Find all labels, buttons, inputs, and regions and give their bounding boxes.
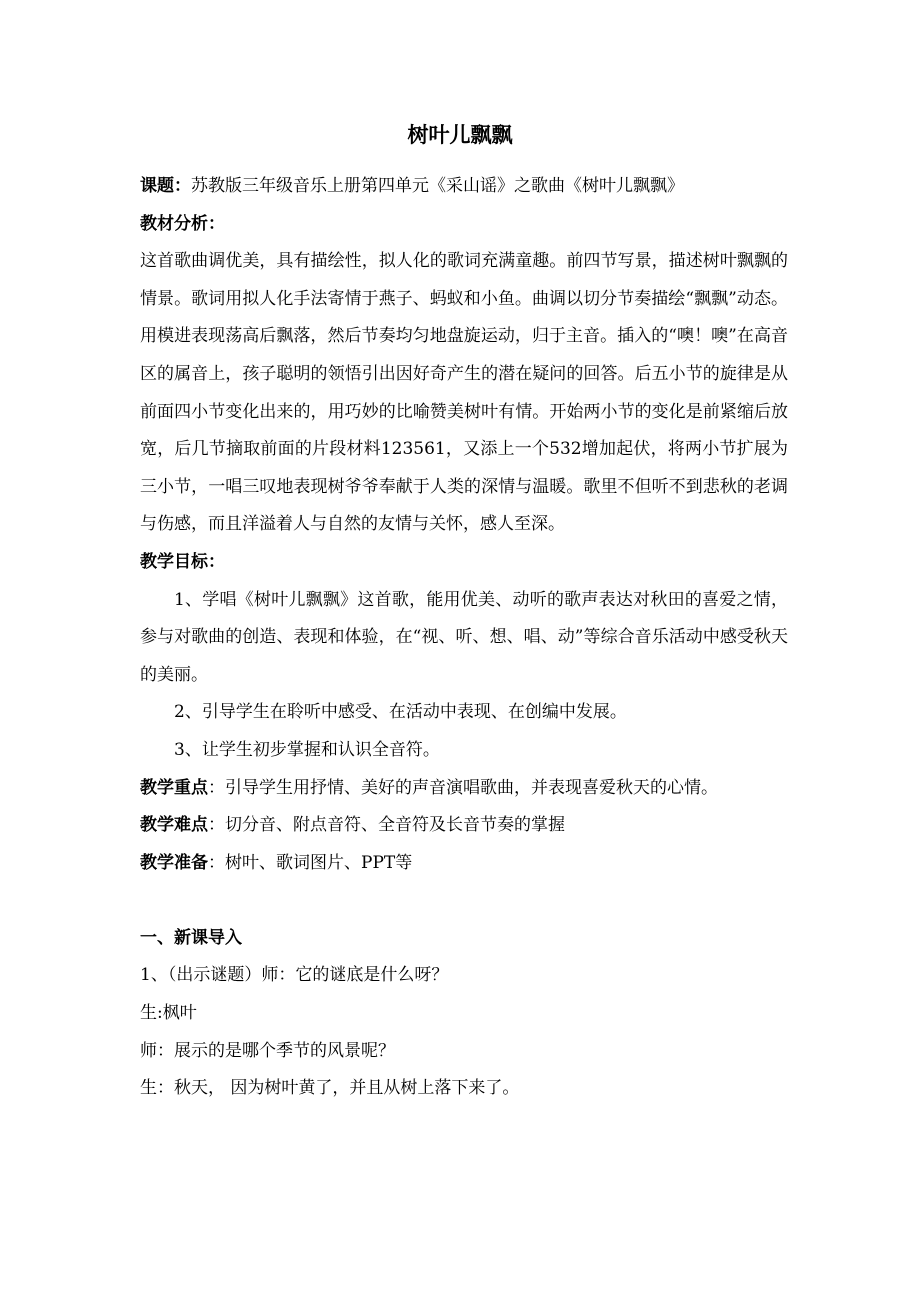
key-points-colon: ： xyxy=(208,777,225,798)
key-points-line xyxy=(140,770,788,808)
difficulties-label: 教学难点 xyxy=(140,815,208,836)
goal-item-2: 2、引导学生在聆听中感受、在活动中表现、在创编中发展。 xyxy=(174,702,627,723)
key-points-label: 教学重点 xyxy=(140,777,208,798)
difficulties-text: 切分音、附点音符、全音符及长音节奏的掌握 xyxy=(225,815,565,836)
preparation-label: 教学准备 xyxy=(140,852,208,873)
preparation-line xyxy=(140,845,788,883)
dialogue-line-4: 生：秋天， 因为树叶黄了，并且从树上落下来了。 xyxy=(140,1078,520,1099)
dialogue-line-1: 1、（出示谜题）师：它的谜底是什么呀？ xyxy=(140,965,449,986)
difficulties-colon: ： xyxy=(208,815,225,836)
document-body xyxy=(140,168,788,1108)
analysis-paragraph: 这首歌曲调优美，具有描绘性，拟人化的歌词充满童趣。前四节写景，描述树叶飘飘的情景。歌词用拟人化手法寄情于燕子、蚂蚁和小鱼。曲调以切分节奏描绘“飘飘”动态。用模进表现荡高后飘落，然后节奏均匀地盘旋运动，归于主音。插入的“噢！噢”在高音区的属音上，孩子聪明的领悟引出因好奇产生的潜在疑问的回答。后五小节的旋律是从前面四小节变化出来的，用巧妙的比喻赞美树叶有情。开始两小节的变化是前紧缩后放宽，后几节摘取前面的片段材料123561，又添上一个532增加起伏，将两小节扩展为三小节，一唱三叹地表现树爷爷奉献于人类的深情与温暖。歌里不但听不到悲秋的老调与伤感，而且洋溢着人与自然的友情与关怀，感人至深。 xyxy=(140,251,788,535)
topic-text: 苏教版三年级音乐上册第四单元《采山谣》之歌曲《树叶儿飘飘》 xyxy=(191,176,684,196)
section1-heading-text: 一、新课导入 xyxy=(140,927,242,948)
analysis-heading xyxy=(140,206,788,244)
blank-line xyxy=(140,882,788,920)
topic-label: 课题： xyxy=(140,176,191,196)
section1-heading xyxy=(140,920,788,958)
goals-label: 教学目标： xyxy=(140,551,225,572)
topic-line xyxy=(140,168,788,206)
analysis-label: 教材分析： xyxy=(140,213,225,234)
preparation-text: 树叶、歌词图片、PPT等 xyxy=(225,852,413,873)
document-title: 树叶儿飘飘 xyxy=(407,123,513,147)
goals-heading xyxy=(140,544,788,582)
dialogue-line-2: 生:枫叶 xyxy=(140,1003,197,1024)
dialogue-line-3: 师：展示的是哪个季节的风景呢？ xyxy=(140,1040,395,1061)
preparation-colon: ： xyxy=(208,852,225,873)
goal-item-1: 1、学唱《树叶儿飘飘》这首歌，能用优美、动听的歌声表达对秋田的喜爱之情，参与对歌曲的创造、表现和体验，在“视、听、想、唱、动”等综合音乐活动中感受秋天的美丽。 xyxy=(140,589,788,685)
key-points-text: 引导学生用抒情、美好的声音演唱歌曲，并表现喜爱秋天的心情。 xyxy=(225,777,718,798)
goal-item-3: 3、让学生初步掌握和认识全音符。 xyxy=(174,739,440,760)
difficulties-line xyxy=(140,807,788,845)
